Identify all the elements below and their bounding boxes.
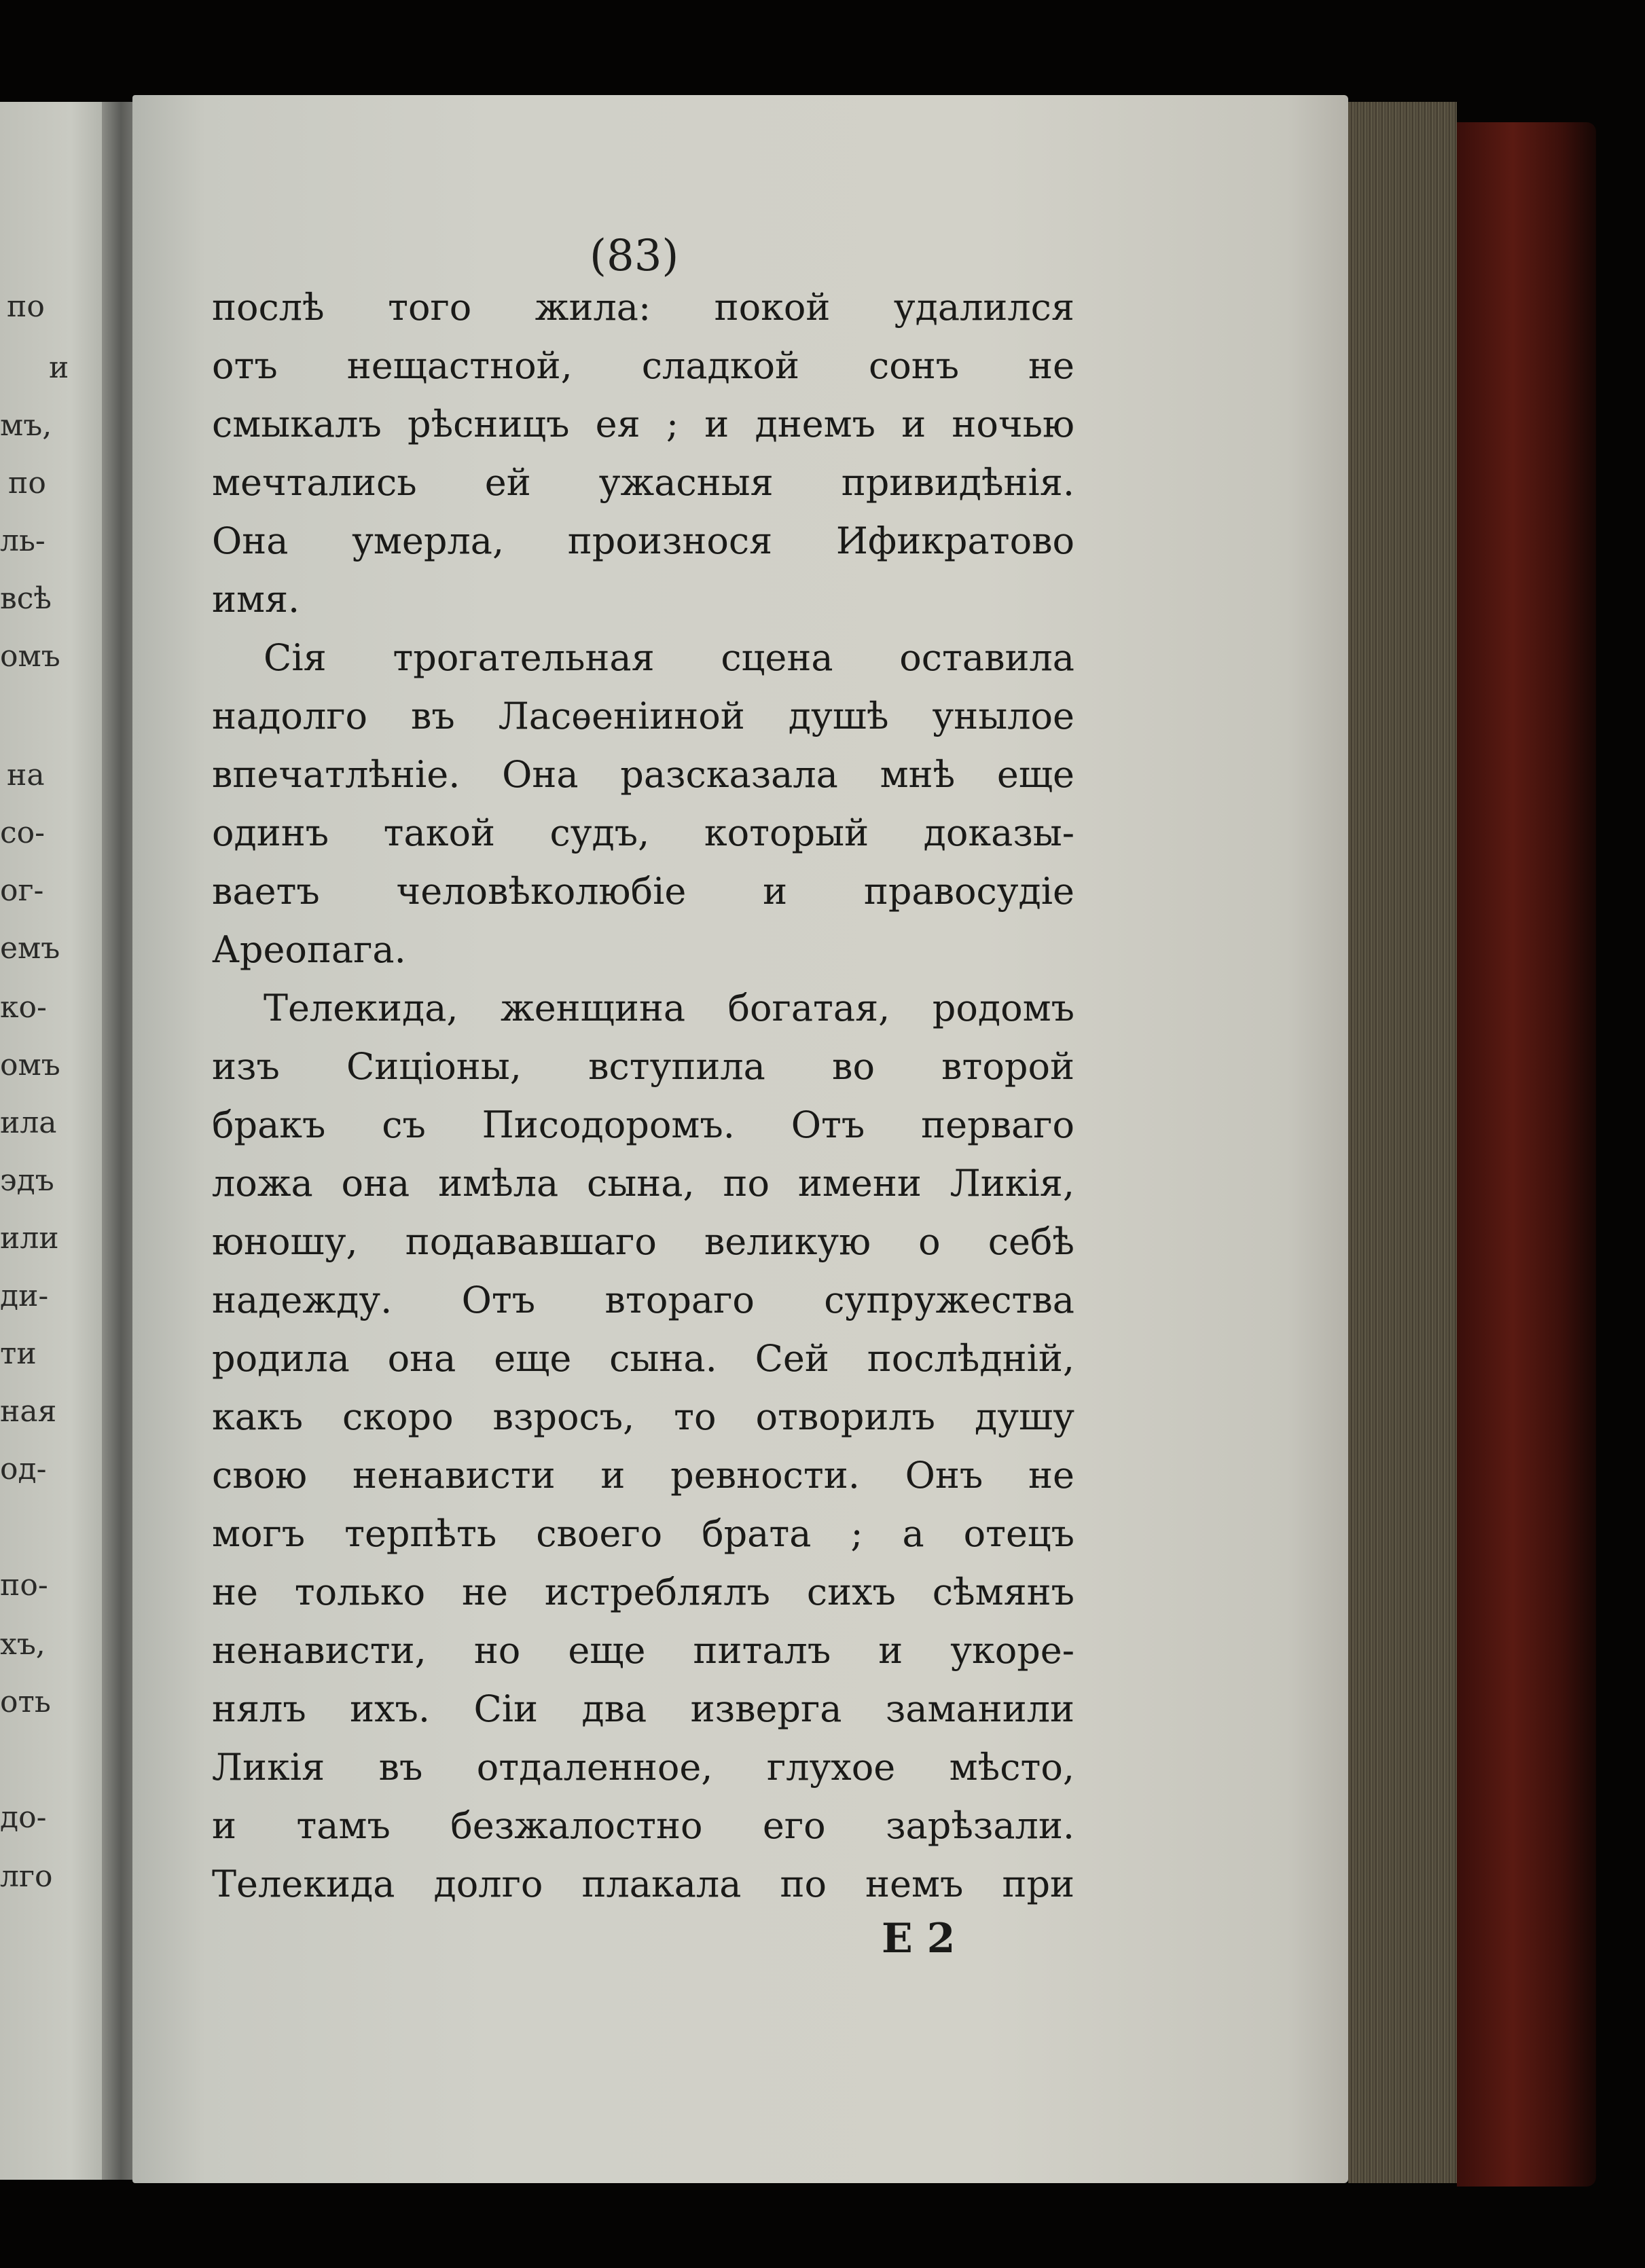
left-fragment: эдъ: [0, 1163, 54, 1198]
text-line: ваетъ человѣколюбіе и правосудіе: [212, 870, 1074, 913]
left-fragment: и: [49, 350, 69, 385]
left-fragment: ная: [0, 1394, 57, 1429]
text-line: смыкалъ рѣсницъ ея ; и днемъ и ночью: [212, 403, 1074, 445]
text-line: одинъ такой судъ, который доказы-: [212, 811, 1074, 854]
text-line: отъ нещастной, сладкой сонъ не: [212, 344, 1074, 387]
signature-mark: Е 2: [882, 1915, 956, 1962]
left-fragment: хъ,: [0, 1627, 46, 1662]
left-fragment: ог-: [0, 873, 44, 908]
text-line: Телекида долго плакала по немъ при: [212, 1863, 1074, 1905]
page-number: (83): [590, 231, 679, 281]
text-line: бракъ съ Писодоромъ. Отъ перваго: [212, 1103, 1074, 1146]
left-fragment: омъ: [0, 1048, 60, 1082]
text-line: ложа она имѣла сына, по имени Ликія,: [212, 1162, 1074, 1205]
left-fragment: оть: [0, 1685, 51, 1719]
left-fragment: всѣ: [0, 581, 52, 616]
text-line: Телекида, женщина богатая, родомъ: [264, 987, 1074, 1029]
left-fragment: ль-: [0, 524, 46, 558]
text-line: Сія трогательная сцена оставила: [264, 636, 1074, 679]
left-fragment: омъ: [0, 639, 60, 674]
text-line: Ликія въ отдаленное, глухое мѣсто,: [212, 1746, 1074, 1789]
page-edges: [1348, 102, 1457, 2183]
left-fragment: со-: [0, 816, 45, 850]
text-line: мечтались ей ужасныя привидѣнія.: [212, 461, 1074, 504]
text-line: юношу, подававшаго великую о себѣ: [212, 1220, 1074, 1263]
text-line: и тамъ безжалостно его зарѣзали.: [212, 1804, 1074, 1847]
text-line: Она умерла, произнося Ификратово: [212, 519, 1074, 562]
text-line: имя.: [212, 578, 300, 621]
text-line: могъ терпѣть своего брата ; а отецъ: [212, 1512, 1074, 1555]
text-line: родила она еще сына. Сей послѣдній,: [212, 1337, 1074, 1380]
text-line: Ареопага.: [212, 928, 406, 971]
text-line: нялъ ихъ. Сіи два изверга заманили: [212, 1687, 1074, 1730]
left-fragment: до-: [0, 1800, 47, 1835]
left-fragment: емъ: [0, 931, 60, 966]
left-fragment: на: [7, 758, 45, 792]
left-fragment: мъ,: [0, 408, 52, 443]
left-fragment: по: [8, 466, 46, 500]
text-line: изъ Сиціоны, вступила во второй: [212, 1045, 1074, 1088]
text-line: впечатлѣніе. Она разсказала мнѣ еще: [212, 753, 1074, 796]
text-line: свою ненависти и ревности. Онъ не: [212, 1454, 1074, 1497]
left-fragment: по: [7, 289, 45, 324]
left-fragment: лго: [0, 1859, 53, 1894]
left-fragment: ти: [0, 1336, 37, 1371]
text-line: ненависти, но еще питалъ и укоре-: [212, 1629, 1074, 1672]
left-fragment: ко-: [0, 990, 47, 1025]
left-fragment: или: [0, 1221, 59, 1256]
text-line: не только не истреблялъ сихъ сѣмянъ: [212, 1571, 1074, 1613]
left-fragment: од-: [0, 1452, 47, 1486]
text-line: надолго въ Ласѳеніиной душѣ унылое: [212, 695, 1074, 737]
left-fragment: по-: [0, 1568, 48, 1603]
left-fragment: ила: [0, 1105, 57, 1140]
book-cover: [1457, 122, 1596, 2187]
left-fragment: ди-: [0, 1279, 49, 1313]
text-line: послѣ того жила: покой удалился: [212, 286, 1074, 329]
text-line: надежду. Отъ втораго супружества: [212, 1279, 1074, 1321]
text-line: какъ скоро взросъ, то отворилъ душу: [212, 1395, 1074, 1438]
